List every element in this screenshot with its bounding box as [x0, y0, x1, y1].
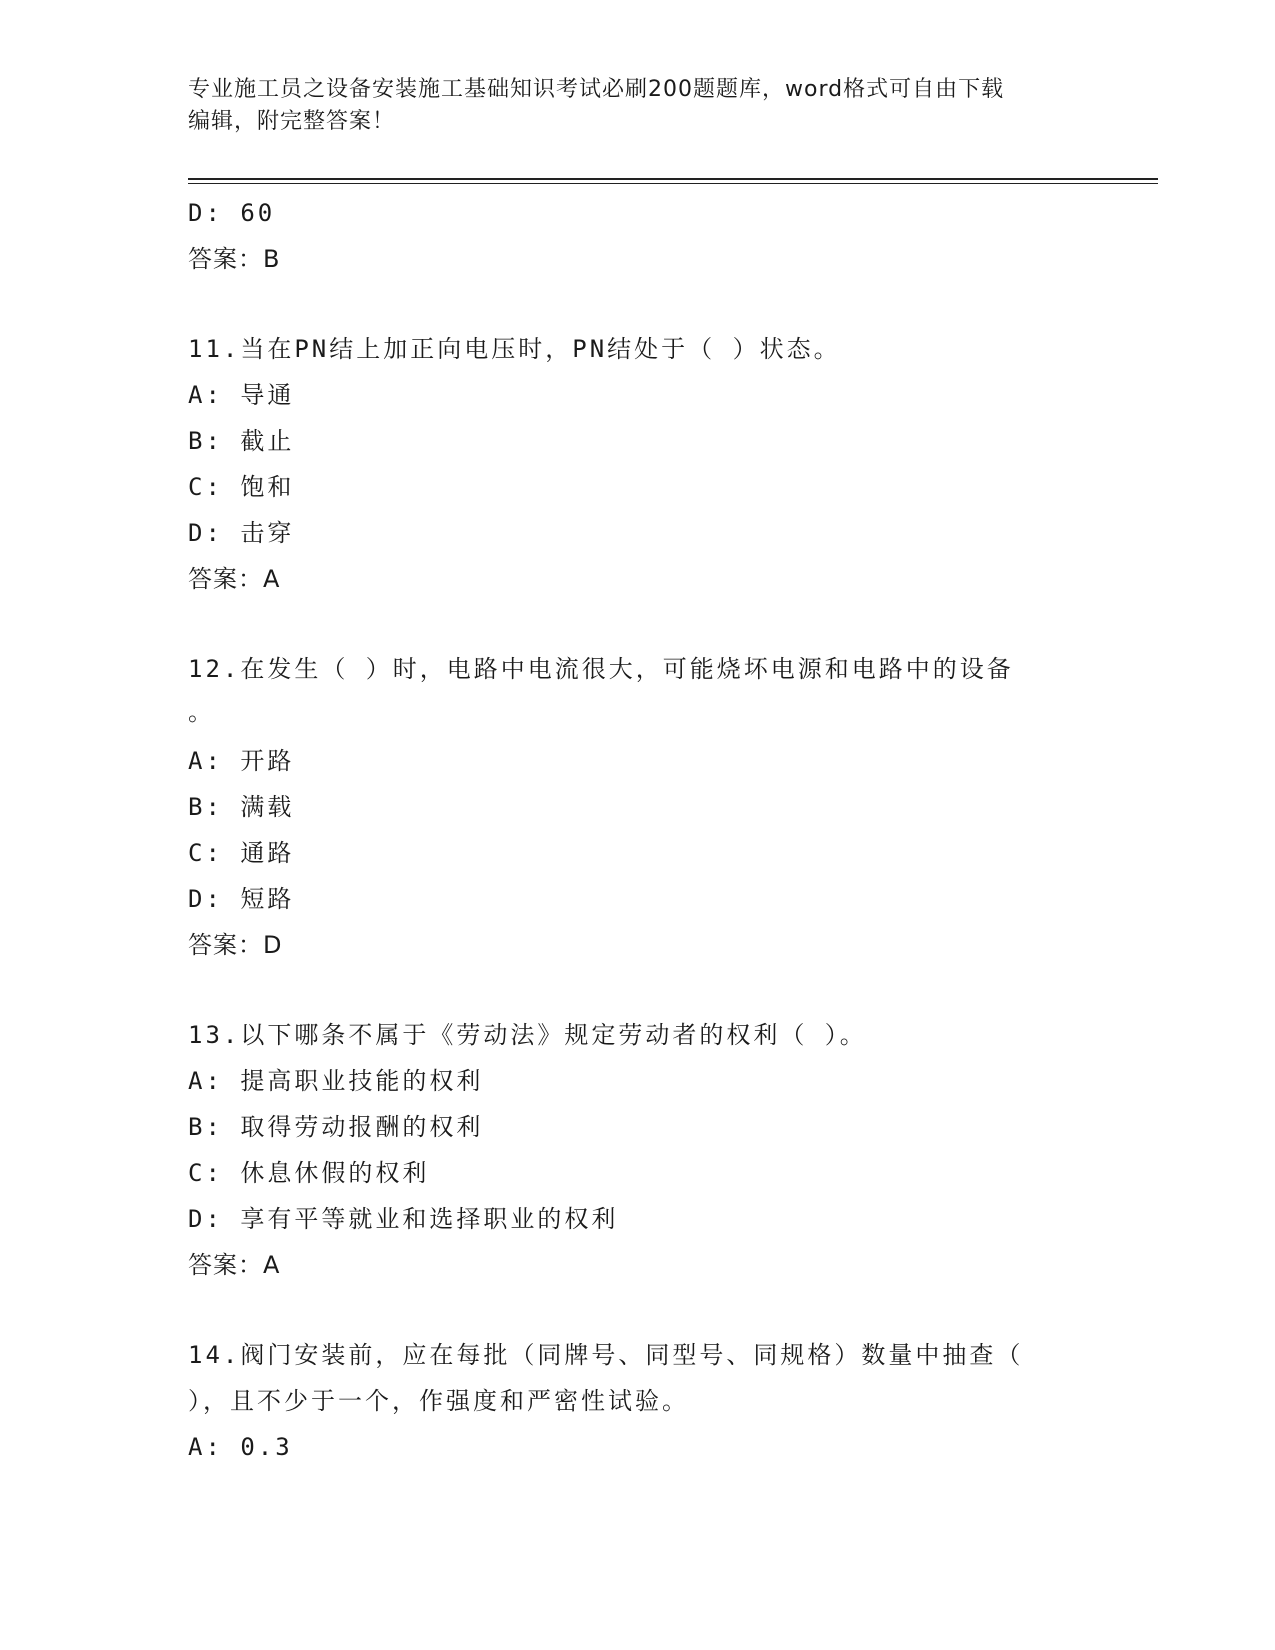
question-12-option-c: C: 通路: [188, 839, 295, 867]
question-13-text: 13.以下哪条不属于《劳动法》规定劳动者的权利（ ）。: [188, 1021, 867, 1049]
question-13-option-d: D: 享有平等就业和选择职业的权利: [188, 1205, 619, 1233]
question-11-option-d: D: 击穿: [188, 519, 295, 547]
prev-answer: 答案：B: [188, 245, 281, 273]
header-divider-thick: [188, 178, 1158, 180]
document-body: [188, 190, 1088, 1470]
question-14-option-a: A: 0.3: [188, 1433, 293, 1461]
question-11-option-b: B: 截止: [188, 427, 295, 455]
question-14-text: 14.阀门安装前，应在每批（同牌号、同型号、同规格）数量中抽查（: [188, 1341, 1024, 1369]
header-title-line1: 专业施工员之设备安装施工基础知识考试必刷200题题库，word格式可自由下载: [188, 77, 1005, 102]
question-12-text: 12.在发生（ ）时，电路中电流很大，可能烧坏电源和电路中的设备: [188, 655, 1014, 683]
question-12-option-b: B: 满载: [188, 793, 295, 821]
question-12-answer: 答案：D: [188, 931, 283, 959]
question-11-answer: 答案：A: [188, 565, 281, 593]
question-11-option-c: C: 饱和: [188, 473, 295, 501]
question-14-text-cont: ），且不少于一个，作强度和严密性试验。: [188, 1387, 689, 1415]
document-header: [188, 74, 1088, 138]
question-13-option-a: A: 提高职业技能的权利: [188, 1067, 484, 1095]
question-11-text: 11.当在PN结上加正向电压时，PN结处于（ ）状态。: [188, 335, 841, 363]
header-title-line2: 编辑，附完整答案！: [188, 109, 396, 134]
question-12-option-d: D: 短路: [188, 885, 295, 913]
prev-option-d: D: 60: [188, 199, 276, 227]
question-12-text-cont: 。: [188, 698, 215, 726]
question-11-option-a: A: 导通: [188, 381, 295, 409]
header-divider-thin: [188, 183, 1158, 184]
question-12-option-a: A: 开路: [188, 747, 295, 775]
question-13-option-c: C: 休息休假的权利: [188, 1159, 430, 1187]
question-13-answer: 答案：A: [188, 1251, 281, 1279]
question-13-option-b: B: 取得劳动报酬的权利: [188, 1113, 484, 1141]
